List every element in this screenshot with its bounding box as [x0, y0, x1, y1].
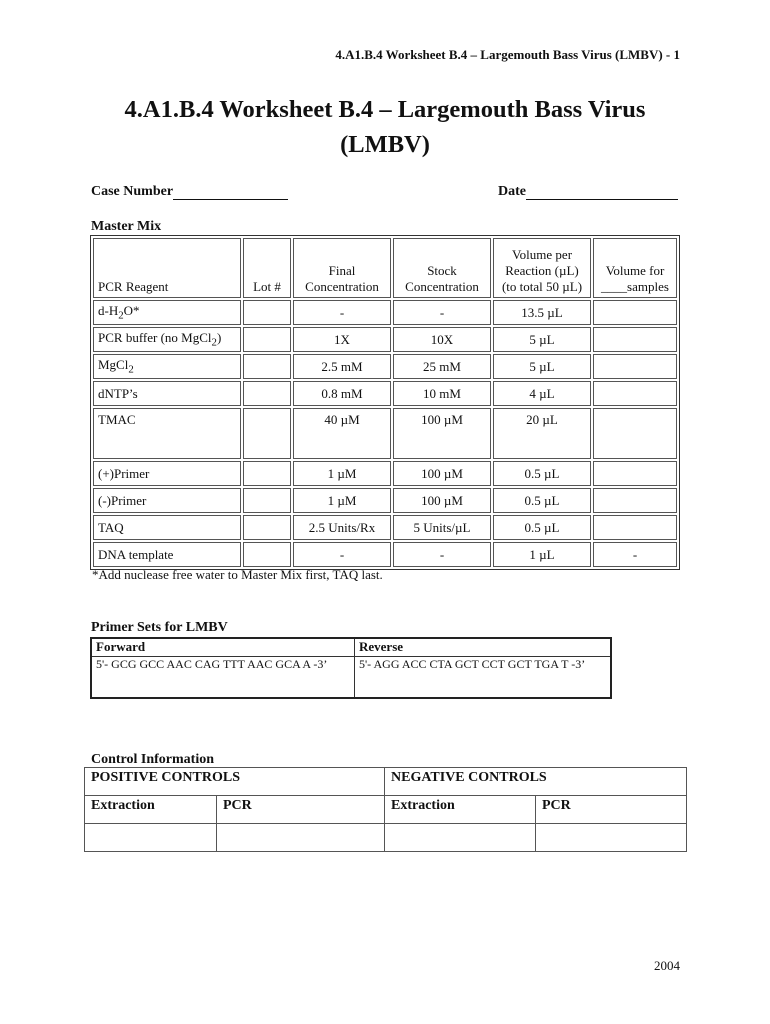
volume-cell: 1 µL	[493, 542, 591, 567]
positive-controls-header: POSITIVE CONTROLS	[85, 768, 385, 796]
volume-cell: 5 µL	[493, 327, 591, 352]
final-cell: -	[293, 542, 391, 567]
positive-pcr-header: PCR	[217, 796, 385, 824]
samples-cell[interactable]	[593, 300, 677, 325]
stock-cell: -	[393, 300, 491, 325]
final-cell: 1 µM	[293, 461, 391, 486]
lot-cell[interactable]	[243, 300, 291, 325]
negative-pcr-cell[interactable]	[536, 824, 687, 852]
header-volume-per-reaction: Volume per Reaction (µL) (to total 50 µL)	[493, 238, 591, 298]
stock-cell: 10X	[393, 327, 491, 352]
master-mix-header-row	[93, 238, 677, 298]
reagent-cell: TAQ	[93, 515, 241, 540]
master-mix-label: Master Mix	[91, 219, 162, 234]
lot-cell[interactable]	[243, 381, 291, 406]
header-pcr-reagent: PCR Reagent	[93, 238, 241, 298]
final-cell: 2.5 Units/Rx	[293, 515, 391, 540]
samples-cell[interactable]	[593, 515, 677, 540]
reagent-cell: (+)Primer	[93, 461, 241, 486]
final-cell: 2.5 mM	[293, 354, 391, 379]
volume-cell: 0.5 µL	[493, 461, 591, 486]
reverse-header: Reverse	[355, 638, 612, 657]
reverse-sequence: 5'- AGG ACC CTA GCT CCT GCT TGA T -3’	[355, 657, 612, 699]
volume-cell: 0.5 µL	[493, 488, 591, 513]
stock-cell: 100 µM	[393, 461, 491, 486]
header-lot: Lot #	[243, 238, 291, 298]
table-row	[93, 488, 677, 513]
final-cell: 1 µM	[293, 488, 391, 513]
table-row	[93, 408, 677, 459]
date-label: Date	[498, 184, 526, 199]
control-subheader-row	[85, 796, 687, 824]
header-volume-for-samples: Volume for ____samples	[593, 238, 677, 298]
control-header-row	[85, 768, 687, 796]
stock-cell: 5 Units/µL	[393, 515, 491, 540]
negative-pcr-header: PCR	[536, 796, 687, 824]
reagent-cell: MgCl$_2$	[93, 354, 241, 379]
stock-cell: 100 µM	[393, 408, 491, 459]
samples-cell[interactable]	[593, 327, 677, 352]
primer-sets-label: Primer Sets for LMBV	[91, 620, 228, 635]
final-cell: 0.8 mM	[293, 381, 391, 406]
case-number-line[interactable]	[173, 185, 288, 200]
lot-cell[interactable]	[243, 354, 291, 379]
final-cell: 1X	[293, 327, 391, 352]
header-stock-concentration: Stock Concentration	[393, 238, 491, 298]
reagent-cell: DNA template	[93, 542, 241, 567]
control-table	[84, 767, 687, 852]
samples-cell[interactable]	[593, 381, 677, 406]
reagent-cell: TMAC	[93, 408, 241, 459]
primer-sequence-row	[91, 657, 611, 699]
case-number-field	[91, 184, 288, 200]
title-line-1: 4.A1.B.4 Worksheet B.4 – Largemouth Bass Virus	[124, 96, 646, 123]
lot-cell[interactable]	[243, 488, 291, 513]
case-number-label: Case Number	[91, 184, 174, 199]
stock-cell: 25 mM	[393, 354, 491, 379]
samples-cell[interactable]	[593, 354, 677, 379]
lot-cell[interactable]	[243, 515, 291, 540]
table-row	[93, 354, 677, 379]
control-information-label: Control Information	[91, 752, 215, 767]
reagent-cell: dNTP’s	[93, 381, 241, 406]
final-cell: 40 µM	[293, 408, 391, 459]
volume-cell: 0.5 µL	[493, 515, 591, 540]
samples-cell[interactable]: -	[593, 542, 677, 567]
table-row	[93, 515, 677, 540]
table-row	[93, 461, 677, 486]
volume-cell: 5 µL	[493, 354, 591, 379]
stock-cell: -	[393, 542, 491, 567]
master-mix-table	[90, 235, 680, 570]
primer-table	[90, 637, 612, 699]
table-row	[93, 381, 677, 406]
year-footer: 2004	[654, 958, 680, 973]
table-row	[93, 542, 677, 567]
reagent-cell: PCR buffer (no MgCl$_2$)	[93, 327, 241, 352]
date-line[interactable]	[526, 185, 678, 200]
master-mix-note: *Add nuclease free water to Master Mix first, TAQ last.	[92, 567, 383, 582]
forward-header: Forward	[91, 638, 355, 657]
lot-cell[interactable]	[243, 461, 291, 486]
title-line-2: (LMBV)	[340, 131, 430, 158]
control-entry-row	[85, 824, 687, 852]
lot-cell[interactable]	[243, 542, 291, 567]
negative-extraction-header: Extraction	[385, 796, 536, 824]
samples-cell[interactable]	[593, 461, 677, 486]
lot-cell[interactable]	[243, 408, 291, 459]
running-header: 4.A1.B.4 Worksheet B.4 – Largemouth Bass Virus (LMBV) - 1	[335, 47, 680, 62]
stock-cell: 10 mM	[393, 381, 491, 406]
document-title	[0, 92, 770, 162]
header-final-concentration: Final Concentration	[293, 238, 391, 298]
final-cell: -	[293, 300, 391, 325]
negative-controls-header: NEGATIVE CONTROLS	[385, 768, 687, 796]
stock-cell: 100 µM	[393, 488, 491, 513]
reagent-cell: (-)Primer	[93, 488, 241, 513]
volume-cell: 4 µL	[493, 381, 591, 406]
positive-extraction-cell[interactable]	[85, 824, 217, 852]
date-field	[498, 184, 678, 200]
reagent-cell: $d-H_2O*$	[93, 300, 241, 325]
positive-extraction-header: Extraction	[85, 796, 217, 824]
volume-cell: 20 µL	[493, 408, 591, 459]
volume-cell: 13.5 µL	[493, 300, 591, 325]
samples-cell[interactable]	[593, 488, 677, 513]
lot-cell[interactable]	[243, 327, 291, 352]
table-row	[93, 300, 677, 325]
forward-sequence: 5'- GCG GCC AAC CAG TTT AAC GCA A -3’	[91, 657, 355, 699]
samples-cell[interactable]	[593, 408, 677, 459]
primer-header-row	[91, 638, 611, 657]
table-row	[93, 327, 677, 352]
negative-extraction-cell[interactable]	[385, 824, 536, 852]
positive-pcr-cell[interactable]	[217, 824, 385, 852]
